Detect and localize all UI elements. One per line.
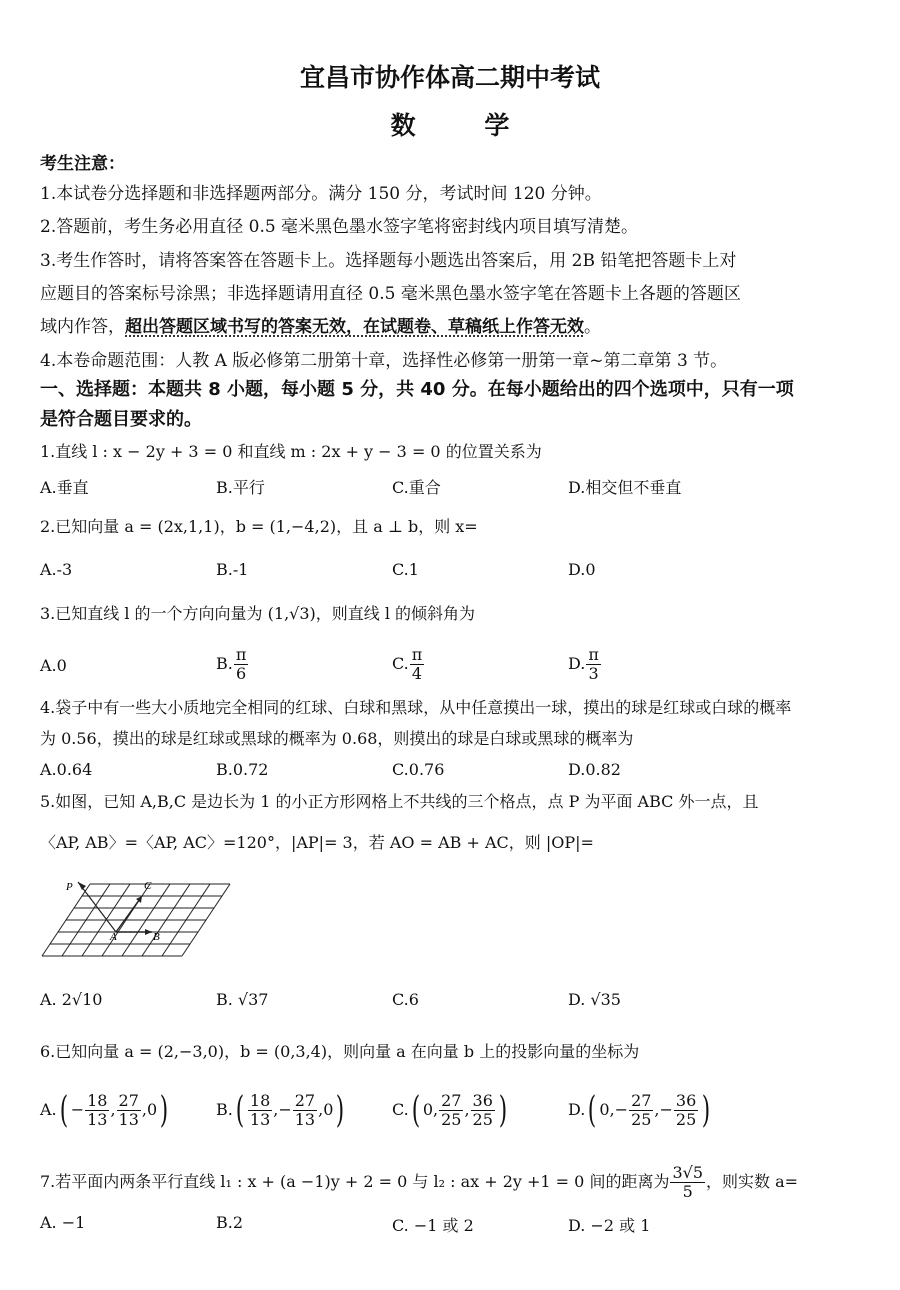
- question-5-option-b[interactable]: B. √37: [216, 990, 269, 1009]
- question-6-options: [40, 1089, 870, 1142]
- question-7-options: [40, 1213, 870, 1243]
- question-3-option-b-den: 6: [236, 664, 247, 683]
- question-2-option-a[interactable]: A.-3: [40, 560, 73, 579]
- figure-label-a: A: [110, 931, 117, 943]
- q6c-p0: 0,: [422, 1100, 439, 1119]
- question-6-option-a-label: A.: [40, 1100, 57, 1119]
- q6a-n1: 18: [87, 1091, 108, 1110]
- notice-item-3-prefix: 域内作答，: [40, 317, 125, 337]
- question-7-distance-den: 5: [682, 1182, 693, 1201]
- question-5-stem-line-2: 〈AP, AB〉=〈AP, AC〉=120°，|AP|= 3，若 AO = AB + AC，则 |OP|=: [40, 833, 594, 852]
- question-3-option-b-num: π: [235, 645, 247, 664]
- notice-item-3-emphasis: 超出答题区域书写的答案无效，在试题卷、草稿纸上作答无效: [125, 317, 584, 337]
- question-3-options: [40, 646, 870, 690]
- notice-item-2: 2.答题前，考生务必用直径 0.5 毫米黑色墨水签字笔将密封线内项目填写清楚。: [40, 217, 639, 237]
- notice-item-3-line-2: 应题目的答案标号涂黑；非选择题请用直径 0.5 毫米黑色墨水签字笔在答题卡上各题的答题区: [40, 284, 741, 304]
- question-3-option-d-num: π: [588, 645, 599, 664]
- q6d-p3: ,−: [654, 1100, 673, 1119]
- question-5-grid-figure: [40, 872, 240, 972]
- question-3-option-c[interactable]: [392, 646, 425, 683]
- question-3-stem: 3.已知直线 l 的一个方向向量为 (1,√3)，则直线 l 的倾斜角为: [40, 604, 476, 623]
- question-5-option-d[interactable]: D. √35: [568, 990, 621, 1009]
- q6b-n2: 27: [294, 1091, 316, 1110]
- question-3-option-c-den: 4: [411, 664, 423, 683]
- question-4-stem-line-2: 为 0.56，摸出的球是红球或黑球的概率为 0.68，则摸出的球是白球或黑球的概率为: [40, 729, 634, 748]
- question-7-stem-prefix: 7.若平面内两条平行直线 l₁ : x + (a −1)y + 2 = 0 与 l₂ : ax + 2y +1 = 0 间的距离为: [40, 1172, 670, 1191]
- question-5-option-c[interactable]: C.6: [392, 990, 419, 1009]
- q6d-d1: 25: [631, 1110, 652, 1129]
- q6c-d2: 25: [472, 1110, 493, 1129]
- question-7-stem-suffix: ，则实数 a=: [706, 1172, 799, 1191]
- figure-label-p: P: [66, 881, 73, 893]
- question-4-option-c[interactable]: C.0.76: [392, 760, 445, 779]
- question-6-option-d-label: D.: [568, 1100, 586, 1119]
- question-3-option-c-num: π: [411, 645, 423, 664]
- figure-label-b: B: [153, 931, 160, 943]
- question-4-option-d[interactable]: D.0.82: [568, 760, 621, 779]
- question-7-stem: [40, 1162, 870, 1202]
- question-6-option-b[interactable]: B.( $\frac{18}{13}$ ,− $\frac{27}{13}$ ,0): [216, 1089, 345, 1131]
- q6a-p3: ,: [110, 1100, 116, 1119]
- notice-item-4: 4.本卷命题范围：人教 A 版必修第二册第十章，选择性必修第一册第一章~第二章第 3 节。: [40, 351, 728, 371]
- question-4-option-b[interactable]: B.0.72: [216, 760, 269, 779]
- question-3-option-d-den: 3: [588, 664, 599, 683]
- question-1-options: [40, 475, 870, 505]
- question-7-option-d[interactable]: D. −2 或 1: [568, 1216, 651, 1235]
- question-5-stem-line-1: 5.如图，已知 A,B,C 是边长为 1 的小正方形网格上不共线的三个格点，点 P 为平面 ABC 外一点，且: [40, 792, 759, 811]
- notice-item-1: 1.本试卷分选择题和非选择题两部分。满分 150 分，考试时间 120 分钟。: [40, 184, 602, 204]
- notice-item-3-line-3: [40, 316, 870, 338]
- notice-item-3-line-1: 3.考生作答时，请将答案答在答题卡上。选择题每小题选出答案后，用 2B 铅笔把答题卡上对: [40, 251, 737, 271]
- question-6-option-c[interactable]: C.( 0, $\frac{27}{25}$ , $\frac{36}{25}$ ): [392, 1089, 508, 1131]
- section-1-line-2: 是符合题目要求的。: [40, 409, 202, 430]
- notice-item-3-suffix: 。: [584, 317, 601, 337]
- subject-title: 数 学: [390, 111, 540, 140]
- question-6-option-a[interactable]: A.( − $\frac{18}{13}$ , $\frac{27}{13}$ ,0): [40, 1089, 169, 1131]
- question-2-stem: 2.已知向量 a = (2x,1,1)，b = (1,−4,2)，且 a ⊥ b，则 x=: [40, 517, 478, 536]
- q6c-d1: 25: [441, 1110, 462, 1129]
- q6c-n1: 27: [441, 1091, 462, 1110]
- question-3-option-b[interactable]: [216, 646, 249, 683]
- q6a-p6: ,0: [141, 1100, 158, 1119]
- figure-label-c: C: [144, 880, 152, 892]
- q6d-n1: 27: [631, 1091, 652, 1110]
- question-1-option-c[interactable]: C.重合: [392, 478, 441, 497]
- question-6-option-c-label: C.: [392, 1100, 409, 1119]
- q6b-n1: 18: [249, 1091, 271, 1110]
- question-4-options: [40, 760, 870, 790]
- q6c-p3: ,: [464, 1100, 470, 1119]
- question-2-option-d[interactable]: D.0: [568, 560, 596, 579]
- question-7-option-b[interactable]: B.2: [216, 1213, 244, 1232]
- question-2-options: [40, 560, 870, 590]
- q6a-p0: −: [70, 1100, 85, 1119]
- question-7-distance-num: 3√5: [672, 1163, 704, 1182]
- question-5-option-a[interactable]: A. 2√10: [40, 990, 103, 1009]
- question-4-stem-line-1: 4.袋子中有一些大小质地完全相同的红球、白球和黑球，从中任意摸出一球，摸出的球是红球或白球的概率: [40, 698, 792, 717]
- question-1-stem: 1.直线 l : x − 2y + 3 = 0 和直线 m : 2x + y − 3 = 0 的位置关系为: [40, 442, 542, 461]
- question-1-option-d[interactable]: D.相交但不垂直: [568, 478, 682, 497]
- exam-title: 宜昌市协作体高二期中考试: [299, 63, 600, 92]
- q6a-d2: 13: [118, 1110, 139, 1129]
- q6b-d1: 13: [249, 1110, 271, 1129]
- q6d-d2: 25: [675, 1110, 697, 1129]
- question-7-option-c[interactable]: C. −1 或 2: [392, 1216, 474, 1235]
- q6d-n2: 36: [675, 1091, 697, 1110]
- question-5-options: [40, 990, 870, 1020]
- section-1-line-1: 一、选择题：本题共 8 小题，每小题 5 分，共 40 分。在每小题给出的四个选项中，只有一项: [40, 379, 794, 400]
- q6a-n2: 27: [118, 1091, 139, 1110]
- q6c-n2: 36: [472, 1091, 493, 1110]
- question-2-option-b[interactable]: B.-1: [216, 560, 249, 579]
- question-1-option-b[interactable]: B.平行: [216, 478, 265, 497]
- question-6-stem: 6.已知向量 a = (2,−3,0)，b = (0,3,4)，则向量 a 在向量 b 上的投影向量的坐标为: [40, 1042, 640, 1061]
- question-1-option-a[interactable]: A.垂直: [40, 478, 89, 497]
- question-2-option-c[interactable]: C.1: [392, 560, 419, 579]
- q6b-p3: ,−: [273, 1100, 292, 1119]
- q6b-p6: ,0: [318, 1100, 334, 1119]
- question-3-option-d[interactable]: [568, 646, 602, 683]
- question-3-option-c-label: C.: [392, 654, 409, 673]
- q6b-d2: 13: [294, 1110, 316, 1129]
- q6d-p0: 0,−: [599, 1100, 629, 1119]
- question-6-option-b-label: B.: [216, 1100, 233, 1119]
- question-3-option-a[interactable]: A.0: [40, 656, 67, 675]
- question-3-option-d-label: D.: [568, 654, 586, 673]
- question-3-option-b-label: B.: [216, 654, 233, 673]
- question-4-option-a[interactable]: A.0.64: [40, 760, 93, 779]
- q6a-d1: 13: [87, 1110, 108, 1129]
- notice-heading: 考生注意：: [40, 154, 125, 174]
- question-6-option-d[interactable]: D.( 0,− $\frac{27}{25}$ ,− $\frac{36}{25}$ ): [568, 1089, 711, 1131]
- question-7-option-a[interactable]: A. −1: [40, 1213, 86, 1232]
